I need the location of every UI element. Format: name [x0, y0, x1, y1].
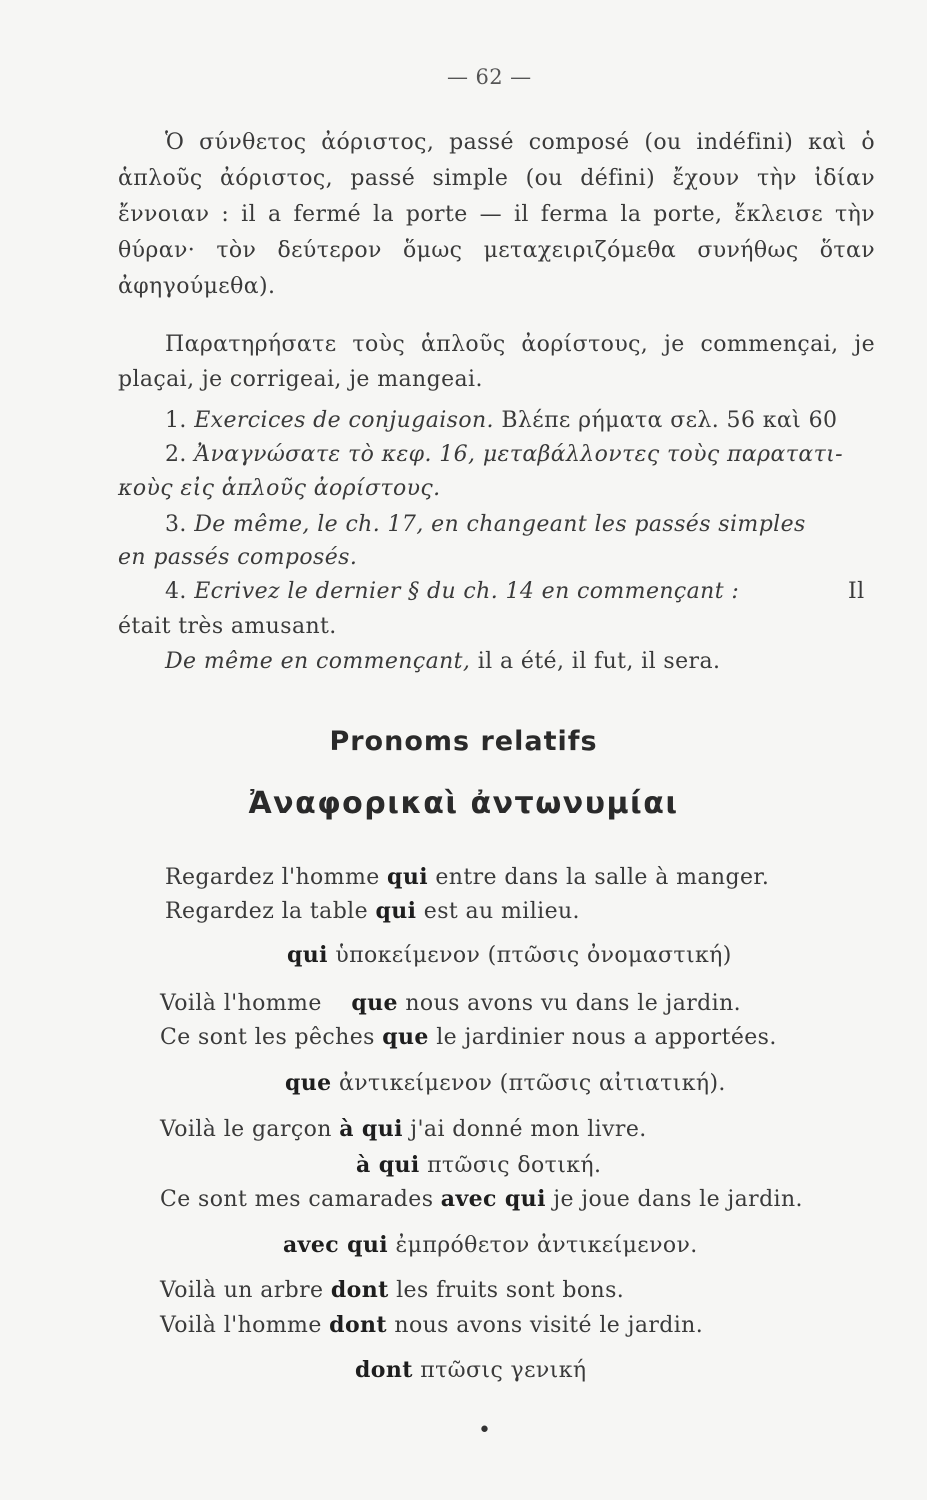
exercise-3-line-2: en passés composés.	[118, 545, 358, 570]
sentence-text: Voilà l'homme	[160, 1313, 322, 1338]
exercise-5	[165, 647, 720, 677]
exercise-4-line-1-end: Il	[848, 579, 865, 604]
sentence-text: je joue dans le jardin.	[553, 1187, 803, 1212]
function-description: ἐμπρόθετον ἀντικείμενον.	[395, 1233, 698, 1258]
relative-pronoun: qui	[375, 898, 417, 924]
pronoun-function-label	[356, 1150, 601, 1181]
exercise-3-line-1: De même, le ch. 17, en changeant les passés simples	[194, 512, 806, 537]
intro-line-3: ἔννοιαν : il a fermé la porte — il ferma la porte, ἔκλεισε τὴν	[118, 202, 875, 227]
sentence-text: Regardez l'homme	[165, 865, 380, 890]
intro-line-2: ἁπλοῦς ἀόριστος, passé simple (ou défini) ἔχουν τὴν ἰδίαν	[118, 166, 875, 191]
sentence-text: Voilà l'homme	[160, 991, 322, 1016]
example-sentence	[165, 862, 769, 893]
pronoun-function-label	[283, 1230, 698, 1261]
example-sentence	[160, 1310, 703, 1341]
relative-pronoun: que	[382, 1024, 429, 1050]
sentence-text: Voilà le garçon	[160, 1117, 332, 1142]
relative-pronoun: avec qui	[283, 1232, 389, 1258]
exercise-2	[165, 440, 843, 470]
example-sentence	[165, 896, 580, 927]
example-sentence	[160, 1114, 647, 1145]
exercise-5-lead: De même en commençant,	[165, 649, 471, 674]
relative-pronoun: qui	[287, 942, 328, 968]
function-description: ὑποκείμενον (πτῶσις ὀνομαστική)	[335, 943, 732, 968]
relative-pronoun: dont	[330, 1277, 389, 1303]
sentence-text: est au milieu.	[423, 899, 580, 924]
relative-pronoun: à qui	[356, 1152, 420, 1178]
section-title-french: Pronoms relatifs	[329, 726, 598, 757]
pronoun-function-label	[355, 1355, 586, 1386]
exercise-4-number: 4.	[165, 579, 187, 604]
relative-pronoun: que	[285, 1070, 332, 1096]
sentence-text: nous avons vu dans le jardin.	[405, 991, 742, 1016]
relative-pronoun: dont	[329, 1312, 387, 1338]
relative-pronoun: qui	[387, 864, 428, 890]
function-description: πτῶσις δοτική.	[427, 1153, 602, 1178]
sentence-text: entre dans la salle à manger.	[435, 865, 770, 890]
intro-line-4: θύραν· τὸν δεύτερον ὅμως μεταχειριζόμεθα συνήθως ὅταν	[118, 238, 875, 263]
example-sentence	[160, 1184, 803, 1215]
relative-pronoun: dont	[355, 1357, 413, 1383]
exercise-2-line-1: Ἀναγνώσατε τὸ κεφ. 16, μεταβάλλοντες τοὺς παρατατι-	[194, 442, 844, 467]
footer-mark: •	[478, 1418, 491, 1443]
example-sentence	[160, 1275, 624, 1306]
intro-line-5: ἀφηγούμεθα).	[118, 274, 276, 299]
exercise-4	[165, 577, 739, 607]
page-number: — 62 —	[447, 65, 532, 89]
exercise-3-number: 3.	[165, 512, 187, 537]
function-description: ἀντικείμενον (πτῶσις αἰτιατική).	[338, 1071, 726, 1096]
exercise-4-line-2: était très amusant.	[118, 614, 337, 639]
example-sentence	[160, 1022, 777, 1053]
pronoun-function-label	[287, 940, 732, 971]
sentence-text: Ce sont mes camarades	[160, 1187, 434, 1212]
sentence-text: j'ai donné mon livre.	[410, 1117, 647, 1142]
exercise-1-title: Exercices de conjugaison.	[194, 408, 494, 433]
exercise-1-text: Βλέπε ρήματα σελ. 56 καὶ 60	[501, 408, 838, 433]
exercise-5-text: il a été, il fut, il sera.	[477, 649, 721, 674]
note-line-2: plaçai, je corrigeai, je mangeai.	[118, 367, 483, 392]
exercise-1	[165, 406, 837, 436]
sentence-text: les fruits sont bons.	[396, 1278, 625, 1303]
exercise-1-number: 1.	[165, 408, 187, 433]
intro-line-1: Ὁ σύνθετος ἀόριστος, passé composé (ou indéfini) καὶ ὁ	[165, 130, 875, 155]
exercise-2-line-2: κοὺς εἰς ἁπλοῦς ἀορίστους.	[118, 476, 441, 501]
function-description: πτῶσις γενική	[420, 1358, 587, 1383]
section-title-greek: Ἀναφορικαὶ ἀντωνυμίαι	[248, 786, 679, 821]
note-line-1: Παρατηρήσατε τοὺς ἁπλοῦς ἀορίστους, je commençai, je	[165, 332, 875, 357]
relative-pronoun: à qui	[339, 1116, 403, 1142]
sentence-text: Regardez la table	[165, 899, 369, 924]
relative-pronoun: que	[351, 990, 398, 1016]
sentence-text: Voilà un arbre	[160, 1278, 324, 1303]
sentence-text: nous avons visité le jardin.	[394, 1313, 704, 1338]
sentence-text: le jardinier nous a apportées.	[436, 1025, 777, 1050]
exercise-2-number: 2.	[165, 442, 187, 467]
pronoun-function-label	[285, 1068, 726, 1099]
relative-pronoun: avec qui	[440, 1186, 546, 1212]
sentence-text: Ce sont les pêches	[160, 1025, 375, 1050]
exercise-3	[165, 510, 806, 540]
exercise-4-line-1: Ecrivez le dernier § du ch. 14 en commençant :	[194, 579, 740, 604]
example-sentence	[160, 988, 741, 1019]
